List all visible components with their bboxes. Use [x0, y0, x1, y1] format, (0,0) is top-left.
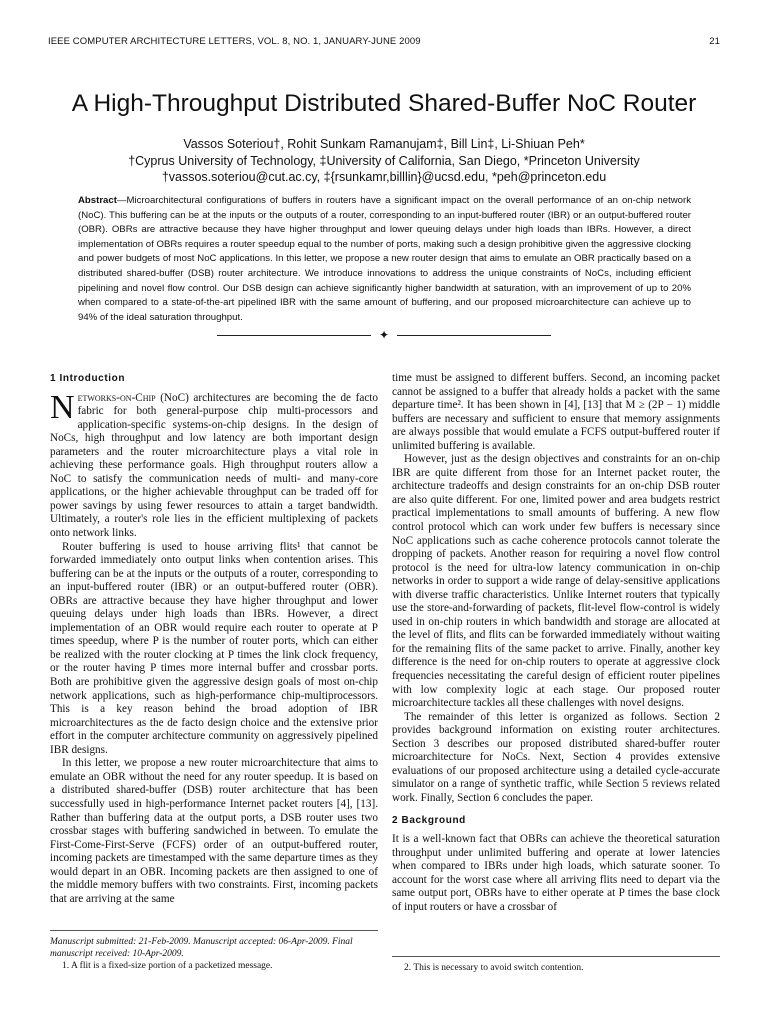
- intro-heading: 1 Introduction: [50, 373, 126, 384]
- footnote-2: 2. This is necessary to avoid switch contention.: [404, 963, 584, 973]
- running-header: [48, 36, 720, 47]
- right-footnotes: [392, 956, 720, 974]
- right-column: [392, 372, 720, 914]
- drop-cap: N: [50, 388, 75, 426]
- background-heading: 2 Background: [392, 814, 466, 826]
- abstract-text: —Microarchitectural configurations of buffers in routers have a significant impact on the overall performance of an on-chip network (NoC). This buffering can be at the inputs or the outputs of a router, corresponding to an input-buffered router (IBR) or an output-buffered router (OBR). OBRs are attractive because they have higher throughput and lower queuing delays under high loads than IBRs. However, a direct implementation of OBRs requires a router speedup equal to the number of ports, making such a design prohibitive given the aggressive clocking and power budgets of most NoC applications. In this letter, we propose a new router design that aims to emulate an OBR practically based on a distributed shared-buffer (DSB) router architecture. We introduce innovations to address the unique constraints of NoCs, including efficient pipelining and novel flow control. Our DSB design can achieve significantly higher bandwidth at saturation, with an improvement of up to 20% when compared to a state-of-the-art pipelined IBR with the same amount of buffering, and our proposed microarchitecture can achieve up to 94% of the ideal saturation throughput.: [78, 195, 691, 323]
- manuscript-note: Manuscript submitted: 21-Feb-2009. Manuscript accepted: 06-Apr-2009. Final manuscript received: 10-Apr-2009.: [50, 937, 353, 959]
- right-paragraph-1: time must be assigned to different buffers. Second, an incoming packet cannot be assigned to a buffer that already holds a packet with the same departure time². It has been shown in [4], [13] that M ≥ (2P − 1) middle buffers are necessary and sufficient to ensure that memory assignments are always possible that would emulate a FCFS output-buffered router if unlimited buffering is available.: [392, 372, 720, 452]
- page-number: 21: [709, 36, 720, 47]
- footnote-1: 1. A flit is a fixed-size portion of a packetized message.: [62, 961, 273, 971]
- separator-line-left: [217, 335, 371, 336]
- intro-paragraph-2: Router buffering is used to house arriving flits¹ that cannot be forwarded immediately onto output links when contention arises. This buffering can be at the inputs or the outputs of a router, corresponding to an input-buffered router (IBR) or an output-buffered router (OBR). OBRs are attractive because they have higher throughput and lower queuing delays under high loads than IBRs. However, a direct implementation of an OBR would require each router to operate at P times speedup, where P is the number of router ports, which can either be realized with the router clocking at P times the link clock frequency, or the router having P times more internal buffer and crossbar ports. Both are prohibitive given the aggressive design goals of most on-chip network applications, such as high-performance chip-multiprocessors. This is a key reason behind the broad adoption of IBR microarchitectures as the de facto design choice and the extensive prior effort in the computer architecture community on aggressively pipelined IBR designs.: [50, 540, 378, 756]
- section-separator: [0, 326, 768, 344]
- right-paragraph-2: However, just as the design objectives and constraints for an on-chip IBR are quite different from those for an Internet packet router, the architecture tradeoffs and design constraints for an on-chip DSB router are also quite different. For one, limited power and area budgets restrict practical implementations to small amounts of buffering. A new flow control protocol which can work under few buffers is necessary since NoC applications such as cache coherence protocols cannot tolerate the dropping of packets. Another reason for requiring a novel flow control protocol is the need for ultra-low latency communication in on-chip networks in order to support a wide range of delay-sensitive applications with diverse traffic characteristics. Unlike Internet routers that typically use the store-and-forwarding of packets, flit-level flow-control is widely used in on-chip routers in which bandwidth and storage are allocated at the level of flits, and flits can be forwarded immediately without waiting for the remaining flits of the same packet to arrive. Finally, another key difference is the need for on-chip routers to operate at aggressive clock frequencies necessitating the careful design of efficient router pipelines with low complexity logic at each stage. Our proposed router microarchitecture tackles all these challenges with novel designs.: [392, 453, 720, 710]
- background-paragraph-1: It is a well-known fact that OBRs can achieve the theoretical saturation throughput under unlimited buffering and operate at lower latencies when compared to IBRs under high loads, which saturate sooner. To account for the worst case where all arriving flits need to depart via the same output port, OBRs have to either operate at P times the base clock of input routers or have a crossbar of: [392, 833, 720, 913]
- author-block: [0, 136, 768, 186]
- abstract-label: Abstract: [78, 195, 117, 206]
- author-names: Vassos Soteriou†, Rohit Sunkam Ramanujam‡, Bill Lin‡, Li-Shiuan Peh*: [183, 137, 585, 151]
- left-footnotes: [50, 930, 378, 972]
- separator-diamond-icon: ✦: [378, 327, 390, 342]
- intro-paragraph-1: [50, 388, 378, 541]
- right-paragraph-3: The remainder of this letter is organized as follows. Section 2 provides background information on existing router architectures. Section 3 describes our proposed distributed shared-buffer router microarchitecture for NoCs. Next, Section 4 provides extensive evaluations of our proposed architecture using a detailed cycle-accurate simulator on a range of synthetic traffic, while Section 5 reviews related work. Finally, Section 6 concludes the paper.: [392, 710, 720, 804]
- intro-p1-text: (NoC) architectures are becoming the de facto fabric for both general-purpose chip multi-processors and application-specific systems-on-chip designs. In the design of NoCs, high throughput and low latency are both important design parameters and the router microarchitecture plays a vital role in achieving these performance goals. High throughput routers allow a NoC to satisfy the communication needs of multi- and many-core applications, or the higher achievable throughput can be traded off for power savings by using fewer resources to attain a target bandwidth. Ultimately, a router's role lies in the efficient multiplexing of packets onto network links.: [50, 391, 378, 540]
- author-emails: †vassos.soteriou@cut.ac.cy, ‡{rsunkamr,billlin}@ucsd.edu, *peh@princeton.edu: [161, 170, 607, 184]
- paper-title: A High-Throughput Distributed Shared-Buffer NoC Router: [71, 90, 697, 117]
- author-affiliations: †Cyprus University of Technology, ‡University of California, San Diego, *Princeton University: [128, 153, 640, 168]
- intro-paragraph-3: In this letter, we propose a new router microarchitecture that aims to emulate an OBR without the need for any router speedup. It is based on a distributed shared-buffer (DSB) router architecture that has been successfully used in high-performance Internet packet routers [4], [13]. Rather than buffering data at the output ports, a DSB router uses two crossbar stages with buffering sandwiched in between. To emulate the First-Come-First-Serve (FCFS) order of an output-buffered router, incoming packets are timestamped with the same departure times as they would depart in an OBR. Incoming packets are then assigned to one of the middle memory buffers with two constraints. First, incoming packets that are arriving at the same: [50, 757, 378, 905]
- abstract: [78, 194, 691, 325]
- separator-line-right: [397, 335, 551, 336]
- journal-info: IEEE COMPUTER ARCHITECTURE LETTERS, VOL. 8, NO. 1, JANUARY-JUNE 2009: [48, 36, 421, 47]
- intro-smallcaps: etworks-on-Chip: [77, 391, 156, 404]
- left-column: [50, 372, 378, 906]
